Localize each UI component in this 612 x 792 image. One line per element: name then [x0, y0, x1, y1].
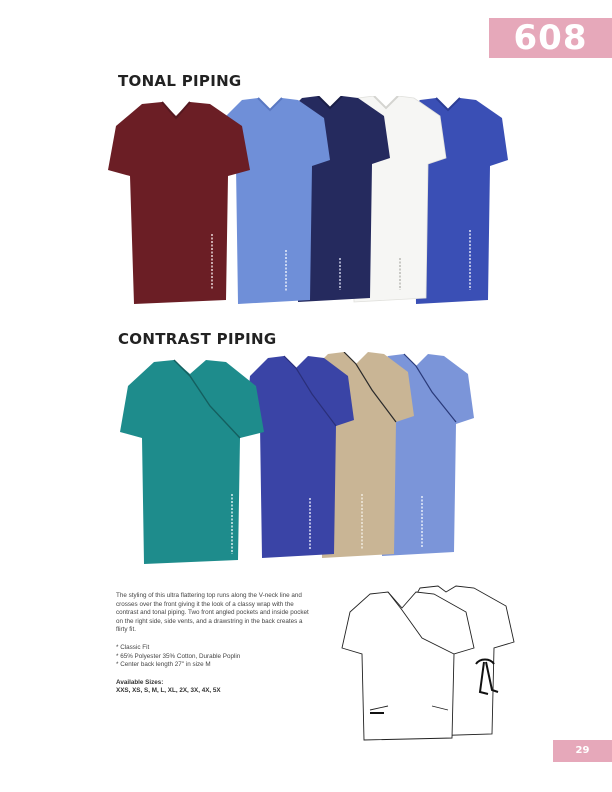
- pocket-piping: [370, 712, 384, 714]
- contrast-piping-title: CONTRAST PIPING: [118, 330, 277, 348]
- feature-item: * Classic Fit: [116, 643, 150, 651]
- contrast-piping-photo: [120, 352, 480, 564]
- technical-flat-drawing: [330, 582, 542, 742]
- product-description: [116, 592, 312, 696]
- style-number-badge: 608: [489, 18, 612, 58]
- sizes-label: Available Sizes:: [116, 678, 164, 686]
- tonal-piping-photo: [108, 96, 508, 306]
- feature-item: * 65% Polyester 35% Cotton, Durable Poplin: [116, 652, 241, 660]
- sizes-list: XXS, XS, S, M, L, XL, 2X, 3X, 4X, 5X: [116, 687, 221, 695]
- feature-item: * Center back length 27" in size M: [116, 661, 211, 669]
- description-paragraph: The styling of this ultra flattering top runs along the V-neck line and crosses over the front giving it the look of a classy wrap with the contrast and tonal piping. Two front angled pockets and inside pocket on the right side, side vents, and a drawstring in the back creates a flirty fit.: [116, 592, 309, 634]
- scrub-top-teal: [120, 360, 264, 564]
- feature-list: [116, 644, 312, 670]
- scrub-top-burgundy: [108, 102, 250, 304]
- page-number-badge: 29: [553, 740, 612, 762]
- tonal-piping-title: TONAL PIPING: [118, 72, 242, 90]
